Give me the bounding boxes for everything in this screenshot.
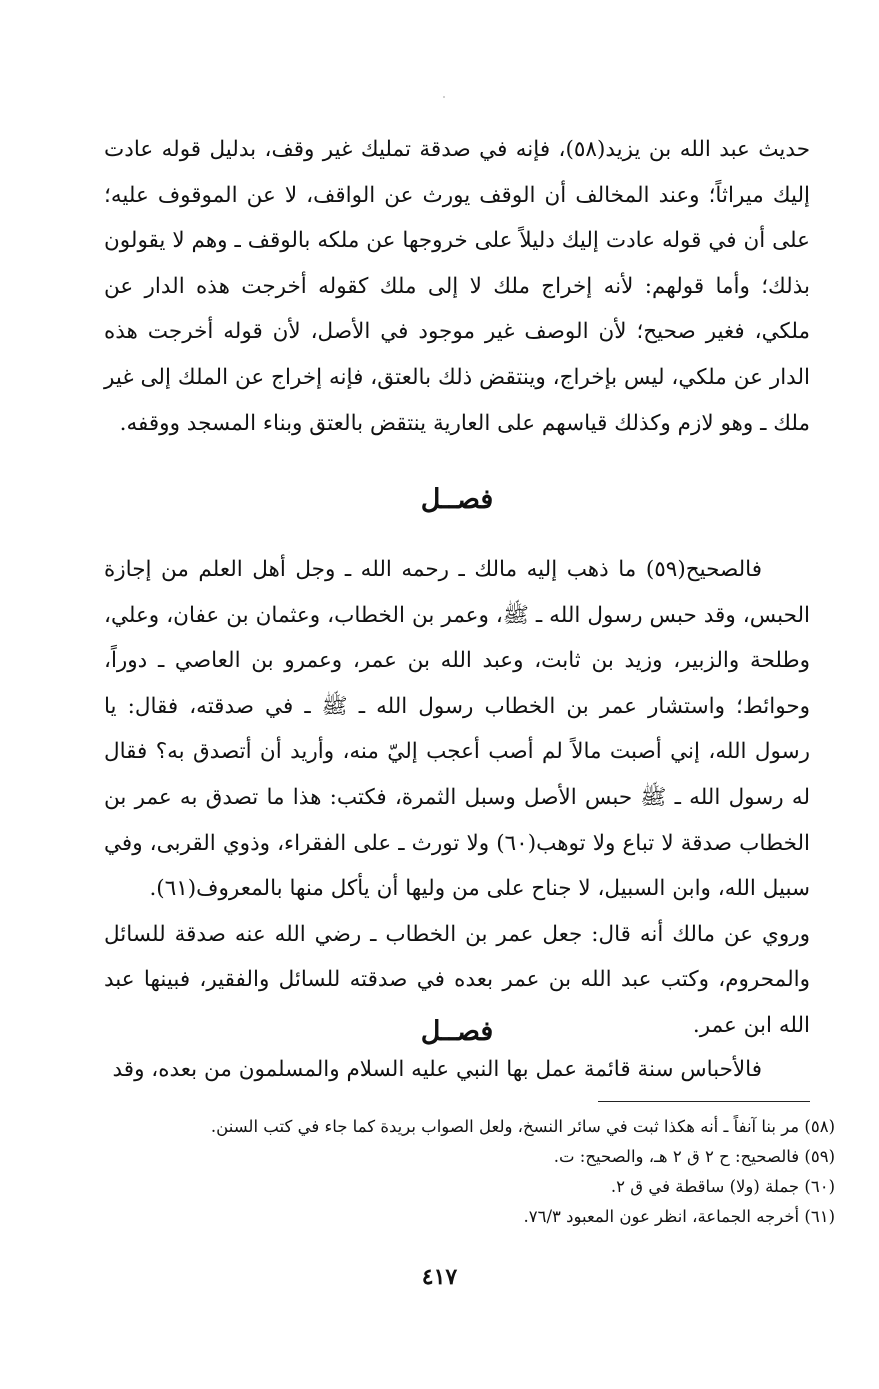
footnotes: [104, 1112, 835, 1232]
intro-paragraph: حديث عبد الله بن يزيد(٥٨)، فإنه في صدقة تمليك غير وقف، بدليل قوله عادت إليك ميراثاً؛ وعند المخالف أن الوقف يورث عن الواقف، لا عن الموقوف عليه؛ على أن في قوله عادت إليك دليلاً على خروجها عن ملكه بالوقف ـ وهم لا يقولون بذلك؛ وأما قولهم: لأنه إخراج ملك لا إلى ملك كقوله أخرجت هذه الدار عن ملكي، فغير صحيح؛ لأن الوصف غير موجود في الأصل، لأن قوله أخرجت هذه الدار عن ملكي، ليس بإخراج، وينتقض ذلك بالعتق، فإنه إخراج عن الملك إلى غير ملك ـ وهو لازم وكذلك قياسهم على العارية ينتقض بالعتق وبناء المسجد ووقفه.: [104, 137, 810, 436]
page-number: ٤١٧: [421, 1264, 458, 1290]
footnote-59: (٥٩) فالصحيح: ح ٢ ق ٢ هـ، والصحيح: ت.: [553, 1147, 835, 1166]
footnote-61: (٦١) أخرجه الجماعة، انظر عون المعبود ٧٦/٣.: [523, 1207, 835, 1226]
section-heading-1: فصــل: [420, 484, 494, 515]
scan-speck: [443, 96, 445, 98]
section-2-paragraph-1: فالأحباس سنة قائمة عمل بها النبي عليه السلام والمسلمون من بعده، وقد: [112, 1057, 762, 1082]
section-1-paragraph-1: فالصحيح(٥٩) ما ذهب إليه مالك ـ رحمه الله ـ وجل أهل العلم من إجازة الحبس، وقد حبس رسول الله ـ ﷺ، وعمر بن الخطاب، وعثمان بن عفان، وعلي، وطلحة والزبير، وزيد بن ثابت، وعبد الله بن عمر، وعمرو بن العاصي ـ دوراً، وحوائط؛ واستشار عمر بن الخطاب رسول الله ـ ﷺ ـ في صدقته، فقال: يا رسول الله، إني أصبت مالاً لم أصب أعجب إليّ منه، وأريد أن أتصدق به؟ فقال له رسول الله ـ ﷺ حبس الأصل وسبل الثمرة، فكتب: هذا ما تصدق به عمر بن الخطاب صدقة لا تباع ولا توهب(٦٠) ولا تورث ـ على الفقراء، وذوي القربى، وفي سبيل الله، وابن السبيل، لا جناح على من وليها أن يأكل منها بالمعروف(٦١).: [104, 557, 810, 902]
section-heading-2: فصــل: [420, 1016, 494, 1047]
section-1-text-block: [104, 547, 810, 1049]
footnote-60: (٦٠) جملة (ولا) ساقطة في ق ٢.: [610, 1177, 835, 1196]
section-2-text-block: [104, 1047, 810, 1093]
section-1-paragraph-2: وروي عن مالك أنه قال: جعل عمر بن الخطاب ـ رضي الله عنه صدقة للسائل والمحروم، وكتب عبد الله بن عمر بعده في صدقته للسائل والفقير، فبينها عبد الله ابن عمر.: [104, 921, 810, 1038]
footnote-58: (٥٨) مر بنا آنفاً ـ أنه هكذا ثبت في سائر النسخ، ولعل الصواب بريدة كما جاء في كتب السنن.: [210, 1117, 835, 1136]
intro-text-block: [104, 127, 810, 446]
footnote-divider: [598, 1101, 810, 1102]
